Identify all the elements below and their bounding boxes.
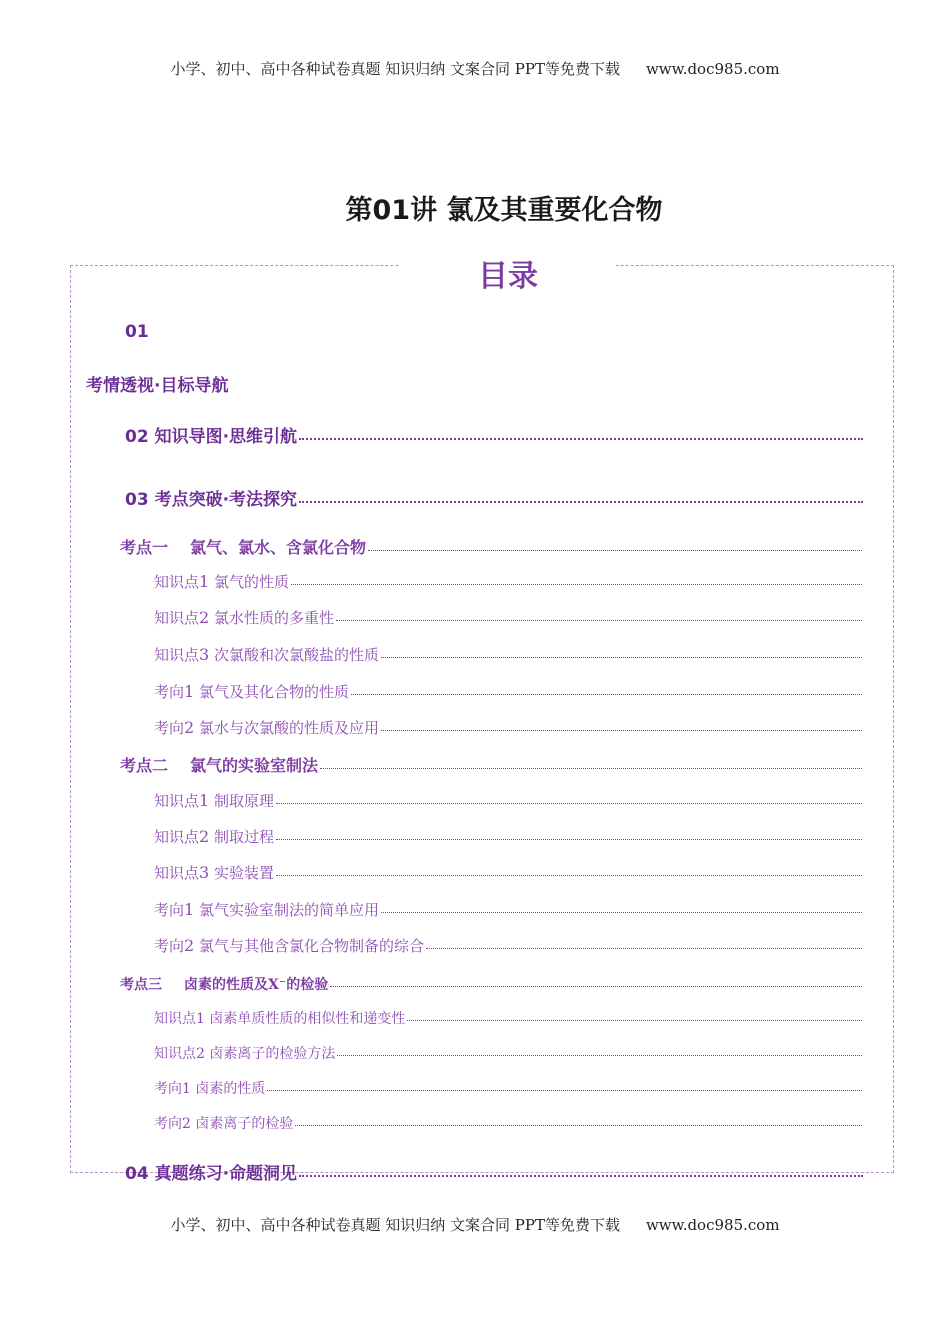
header-url[interactable]: www.doc985.com: [645, 60, 780, 78]
leader-dots: [381, 912, 862, 913]
toc-item-kd1-5[interactable]: 考向2 氯水与次氯酸的性质及应用: [154, 717, 862, 738]
leader-dots: [381, 730, 862, 731]
toc-kaodian-3[interactable]: 考点三 卤素的性质及X⁻的检验: [120, 974, 862, 994]
document-title: 第01讲 氯及其重要化合物: [345, 195, 663, 226]
leader-dots: [320, 768, 862, 769]
toc-item-kd3-3[interactable]: 考向1 卤素的性质: [154, 1078, 862, 1098]
toc-item-kd1-4[interactable]: 考向1 氯气及其化合物的性质: [154, 681, 862, 702]
page-footer: [0, 1214, 950, 1235]
toc-section-02[interactable]: 02 知识导图·思维引航: [125, 422, 863, 447]
leader-dots: [276, 803, 862, 804]
leader-dots: [295, 1125, 862, 1126]
toc-item-kd1-2[interactable]: 知识点2 氯水性质的多重性: [154, 607, 862, 628]
toc-section-01-number[interactable]: 01: [125, 322, 149, 342]
footer-text: 小学、初中、高中各种试卷真题 知识归纳 文案合同 PPT等免费下载: [170, 1216, 620, 1234]
toc-item-kd2-2[interactable]: 知识点2 制取过程: [154, 826, 862, 847]
leader-dots: [381, 657, 862, 658]
leader-dots: [368, 550, 862, 551]
leader-dots: [267, 1090, 862, 1091]
leader-dots: [351, 694, 862, 695]
leader-dots: [276, 875, 862, 876]
leader-dots: [299, 1175, 863, 1177]
toc-item-kd2-5[interactable]: 考向2 氯气与其他含氯化合物制备的综合: [154, 935, 862, 956]
leader-dots: [299, 501, 863, 503]
toc-item-kd2-3[interactable]: 知识点3 实验装置: [154, 862, 862, 883]
page-header: [0, 58, 950, 79]
leader-dots: [330, 986, 862, 987]
toc-item-kd3-1[interactable]: 知识点1 卤素单质性质的相似性和递变性: [154, 1008, 862, 1028]
footer-url[interactable]: www.doc985.com: [645, 1216, 780, 1234]
toc-section-01[interactable]: 考情透视·目标导航: [86, 376, 229, 396]
leader-dots: [299, 438, 863, 440]
toc-kaodian-2[interactable]: 考点二 氯气的实验室制法: [120, 753, 862, 776]
header-text: 小学、初中、高中各种试卷真题 知识归纳 文案合同 PPT等免费下载: [170, 60, 620, 78]
leader-dots: [291, 584, 862, 585]
toc-item-kd3-2[interactable]: 知识点2 卤素离子的检验方法: [154, 1043, 862, 1063]
leader-dots: [276, 839, 862, 840]
toc-section-04[interactable]: 04 真题练习·命题洞见: [125, 1159, 863, 1184]
toc-item-kd2-4[interactable]: 考向1 氯气实验室制法的简单应用: [154, 899, 862, 920]
toc-section-03[interactable]: 03 考点突破·考法探究: [125, 485, 863, 510]
toc-kaodian-1[interactable]: 考点一 氯气、氯水、含氯化合物: [120, 535, 862, 558]
toc-heading: 目录: [400, 256, 616, 298]
leader-dots: [336, 620, 862, 621]
toc-item-kd2-1[interactable]: 知识点1 制取原理: [154, 790, 862, 811]
leader-dots: [337, 1055, 862, 1056]
leader-dots: [426, 948, 862, 949]
toc-item-kd1-3[interactable]: 知识点3 次氯酸和次氯酸盐的性质: [154, 644, 862, 665]
toc-item-kd3-4[interactable]: 考向2 卤素离子的检验: [154, 1113, 862, 1133]
leader-dots: [407, 1020, 862, 1021]
toc-item-kd1-1[interactable]: 知识点1 氯气的性质: [154, 571, 862, 592]
